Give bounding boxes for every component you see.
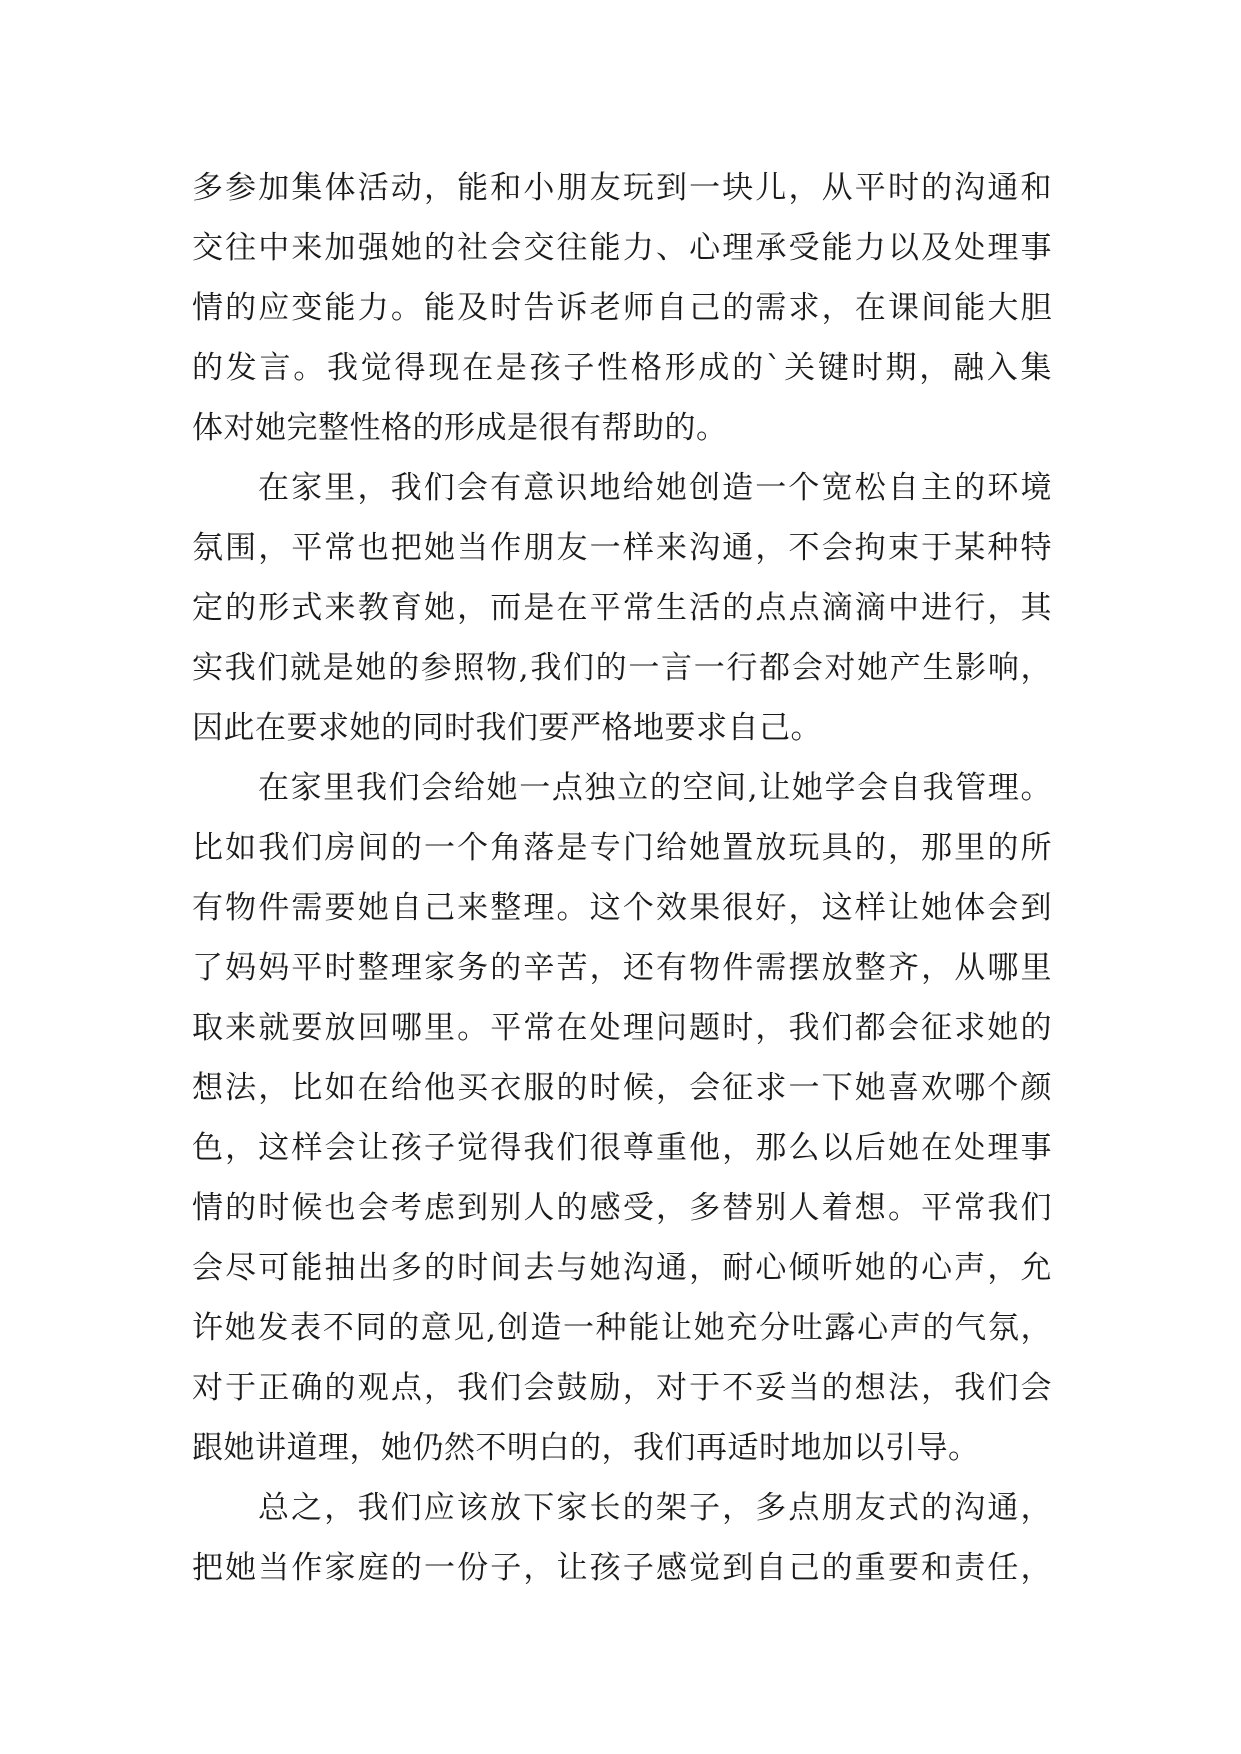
text-line: 在家里我们会给她一点独立的空间,让她学会自我管理。 — [258, 770, 1052, 806]
text-line: 因此在要求她的同时我们要严格地要求自己。 — [192, 710, 822, 746]
text-line: 许她发表不同的意见,创造一种能让她充分吐露心声的气氛， — [192, 1310, 1052, 1346]
paragraph — [192, 1478, 1052, 1598]
paragraph — [192, 758, 1052, 1478]
text-line: 跟她讲道理，她仍然不明白的，我们再适时地加以引导。 — [192, 1430, 980, 1466]
text-line: 定的形式来教育她，而是在平常生活的点点滴滴中进行，其 — [192, 590, 1052, 626]
text-line: 比如我们房间的一个角落是专门给她置放玩具的，那里的所 — [192, 830, 1052, 866]
paragraph — [192, 458, 1052, 758]
text-line: 想法，比如在给他买衣服的时候，会征求一下她喜欢哪个颜 — [192, 1070, 1052, 1106]
text-line: 取来就要放回哪里。平常在处理问题时，我们都会征求她的 — [192, 1010, 1052, 1046]
text-line: 多参加集体活动，能和小朋友玩到一块儿，从平时的沟通和 — [192, 170, 1052, 206]
document-body — [192, 158, 1052, 1598]
text-line: 会尽可能抽出多的时间去与她沟通，耐心倾听她的心声，允 — [192, 1250, 1052, 1286]
text-line: 体对她完整性格的形成是很有帮助的。 — [192, 410, 728, 446]
text-line: 总之，我们应该放下家长的架子，多点朋友式的沟通， — [258, 1490, 1052, 1526]
text-line: 对于正确的观点，我们会鼓励，对于不妥当的想法，我们会 — [192, 1370, 1052, 1406]
text-line: 情的时候也会考虑到别人的感受，多替别人着想。平常我们 — [192, 1190, 1052, 1226]
text-line: 实我们就是她的参照物,我们的一言一行都会对她产生影响， — [192, 650, 1052, 686]
text-line: 交往中来加强她的社会交往能力、心理承受能力以及处理事 — [192, 230, 1052, 266]
text-line: 在家里，我们会有意识地给她创造一个宽松自主的环境 — [258, 470, 1052, 506]
text-line: 情的应变能力。能及时告诉老师自己的需求，在课间能大胆 — [192, 290, 1052, 326]
text-line: 氛围，平常也把她当作朋友一样来沟通，不会拘束于某种特 — [192, 530, 1052, 566]
text-line: 有物件需要她自己来整理。这个效果很好，这样让她体会到 — [192, 890, 1052, 926]
text-line: 把她当作家庭的一份子，让孩子感觉到自己的重要和责任， — [192, 1550, 1052, 1586]
text-line: 的发言。我觉得现在是孩子性格形成的`关键时期，融入集 — [192, 350, 1052, 386]
paragraph — [192, 158, 1052, 458]
text-line: 了妈妈平时整理家务的辛苦，还有物件需摆放整齐，从哪里 — [192, 950, 1052, 986]
text-line: 色，这样会让孩子觉得我们很尊重他，那么以后她在处理事 — [192, 1130, 1052, 1166]
